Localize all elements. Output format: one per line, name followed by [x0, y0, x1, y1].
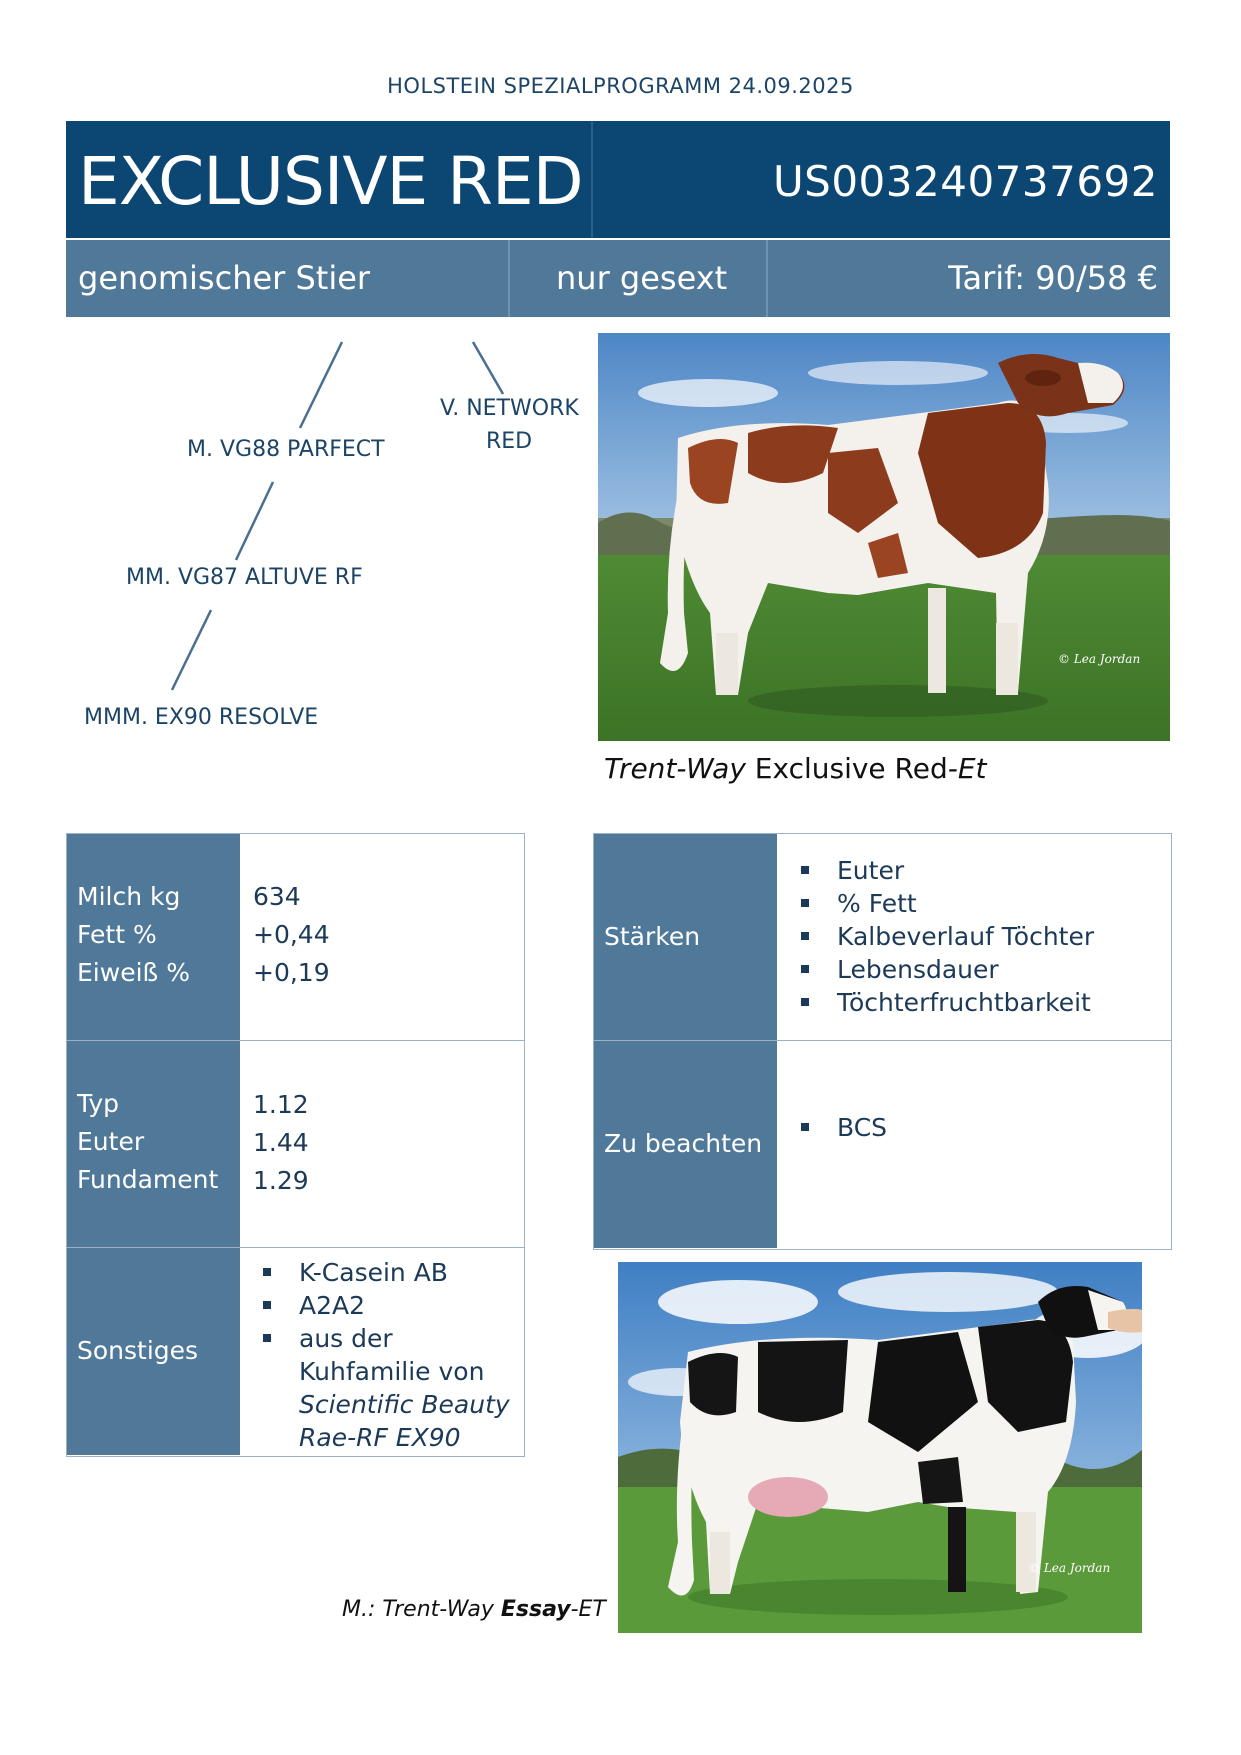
bull-photo-caption [604, 752, 987, 785]
production-value-fat: +0,44 [253, 920, 330, 949]
conformation-value-feet: 1.29 [253, 1166, 309, 1195]
other-item: aus der Kuhfamilie von [263, 1322, 518, 1388]
production-label-1: Milch kg [77, 882, 181, 911]
pedigree-dam: M. VG88 PARFECT [187, 437, 385, 462]
production-value-milk: 634 [253, 882, 301, 911]
dam-photo-caption [342, 1597, 606, 1622]
notes-list [801, 1111, 1161, 1144]
production-label-2: Fett % [77, 920, 157, 949]
photo-credit: © Lea Jordan [1028, 1561, 1111, 1575]
subheader-divider [508, 240, 510, 317]
conformation-label-3: Fundament [77, 1165, 219, 1194]
photo-credit: © Lea Jordan [1058, 652, 1141, 666]
caption-prefix: Trent-Way [604, 752, 755, 785]
title-band [66, 121, 1170, 238]
strength-item: Töchterfruchtbarkeit [801, 986, 1161, 1019]
production-label-cell [67, 834, 240, 1040]
registration-number: US003240737692 [772, 157, 1158, 206]
semen-type: nur gesext [556, 259, 728, 297]
other-item: K-Casein AB [263, 1256, 518, 1289]
caption-name: Exclusive Red [754, 752, 948, 785]
caption-suffix: -Et [947, 752, 987, 785]
bull-photo [598, 333, 1170, 741]
strength-item: % Fett [801, 887, 1161, 920]
breeding-values-table [66, 833, 525, 1457]
production-value-protein: +0,19 [253, 958, 330, 987]
caption-name: Essay [500, 1597, 571, 1622]
program-line: HOLSTEIN SPEZIALPROGRAMM 24.09.2025 [387, 74, 854, 98]
other-label-cell [67, 1248, 240, 1455]
conformation-label-cell [67, 1041, 240, 1247]
strength-item: Euter [801, 854, 1161, 887]
bull-name: EXCLUSIVE RED [78, 143, 583, 220]
caption-suffix: -ET [570, 1597, 606, 1622]
conformation-value-type: 1.12 [253, 1090, 309, 1119]
pedigree-mmgd: MMM. EX90 RESOLVE [84, 705, 319, 730]
subheader-band [66, 240, 1170, 317]
note-item: BCS [801, 1111, 1161, 1144]
production-label-3: Eiweiß % [77, 958, 190, 987]
strength-item: Lebensdauer [801, 953, 1161, 986]
dam-photo [618, 1262, 1142, 1633]
strengths-label: Stärken [604, 922, 701, 951]
pedigree-lines [0, 330, 600, 710]
pedigree-sire-line2: RED [486, 429, 533, 454]
tariff: Tarif: 90/58 € [948, 259, 1158, 297]
strength-item: Kalbeverlauf Töchter [801, 920, 1161, 953]
conformation-label-1: Typ [77, 1089, 120, 1118]
cow-family-line2: Rae-RF EX90 [299, 1423, 461, 1452]
subheader-divider [766, 240, 768, 317]
notes-label-cell [594, 1041, 777, 1248]
other-item: A2A2 [263, 1289, 518, 1322]
pedigree-sire-line1: V. NETWORK [440, 396, 579, 421]
other-list [263, 1256, 518, 1454]
cow-family-line1: Scientific Beauty [299, 1390, 510, 1419]
notes-label: Zu beachten [604, 1129, 763, 1158]
strengths-list [801, 854, 1161, 1019]
strengths-label-cell [594, 834, 777, 1040]
other-label: Sonstiges [77, 1336, 199, 1365]
pedigree-mgd: MM. VG87 ALTUVE RF [126, 565, 363, 590]
strengths-table [593, 833, 1172, 1250]
conformation-value-udder: 1.44 [253, 1128, 309, 1157]
title-divider [591, 121, 593, 238]
caption-prefix: M.: Trent-Way [342, 1597, 501, 1622]
conformation-label-2: Euter [77, 1127, 145, 1156]
bull-type: genomischer Stier [78, 259, 371, 297]
